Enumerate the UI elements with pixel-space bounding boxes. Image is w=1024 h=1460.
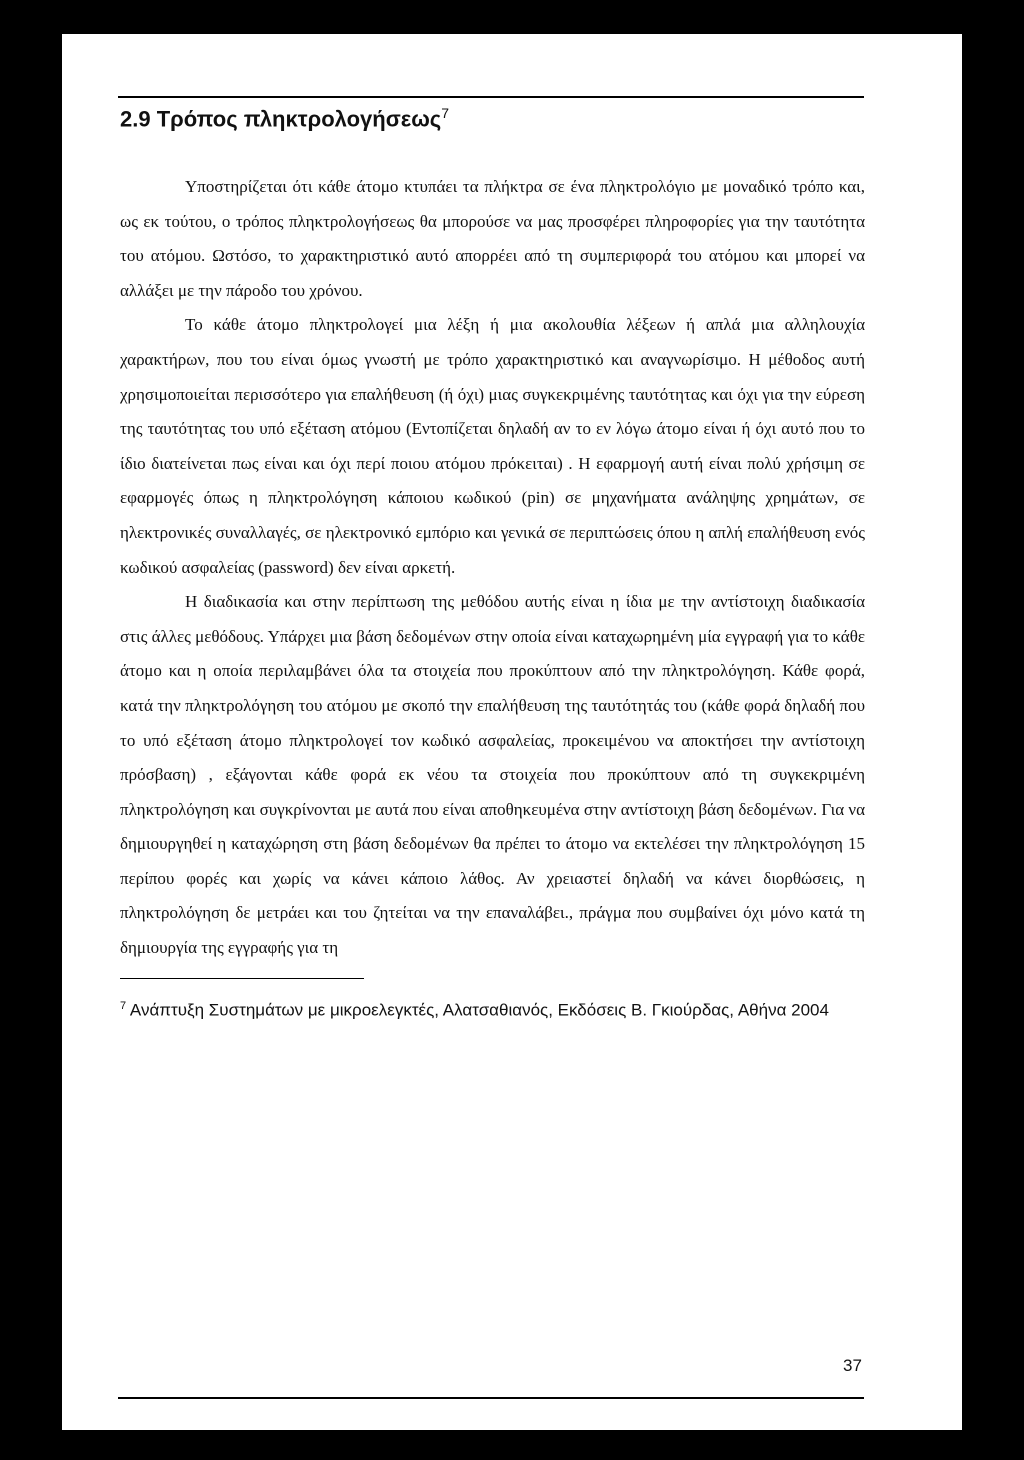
section-heading-text: 2.9 Τρόπος πληκτρολογήσεως [120,106,442,132]
footer-rule [118,1397,864,1399]
section-heading [120,106,449,130]
footnote [120,990,865,1027]
body-text [120,170,865,966]
paragraph-3: Η διαδικασία και στην περίπτωση της μεθόδου αυτής είναι η ίδια με την αντίστοιχη διαδικασία στις άλλες μεθόδους. Υπάρχει μια βάση δεδομένων στην οποία είναι καταχωρημένη μία εγγραφή για το κάθε άτομο και η οποία περιλαμβάνει όλα τα στοιχεία που προκύπτουν από την πληκτρολόγηση. Κάθε φορά, κατά την πληκτρολόγηση του ατόμου με σκοπό την επαλήθευση της ταυτότητάς του (κάθε φορά δηλαδή που το υπό εξέταση άτομο πληκτρολογεί τον κωδικό ασφαλείας, προκειμένου να αποκτήσει την αντίστοιχη πρόσβαση) , εξάγονται κάθε φορά εκ νέου τα στοιχεία που προκύπτουν από τη συγκεκριμένη πληκτρολόγηση και συγκρίνονται με αυτά που είναι αποθηκευμένα στην αντίστοιχη βάση δεδομένων. Για να δημιουργηθεί η καταχώρηση στη βάση δεδομένων θα πρέπει το άτομο να εκτελέσει την πληκτρολόγηση 15 περίπου φορές και χωρίς να κάνει κάποιο λάθος. Αν χρειαστεί δηλαδή να κάνει διορθώσεις, η πληκτρολόγηση δε μετράει και του ζητείται να την επαναλάβει., πράγμα που συμβαίνει όχι μόνο κατά τη δημιουργία της εγγραφής για τη [120,592,865,958]
footnote-reference-mark: 7 [441,105,450,121]
paragraph-1: Υποστηρίζεται ότι κάθε άτομο κτυπάει τα πλήκτρα σε ένα πληκτρολόγιο με μοναδικό τρόπο και, ως εκ τούτου, ο τρόπος πληκτρολογήσεως θα μπορούσε να μας προσφέρει πληροφορίες για την ταυτότητα του ατόμου. Ωστόσο, το χαρακτηριστικό αυτό απορρέει από τη συμπεριφορά του ατόμου και μπορεί να αλλάξει με την πάροδο του χρόνου. [120,177,865,300]
paragraph-2: Το κάθε άτομο πληκτρολογεί μια λέξη ή μια ακολουθία λέξεων ή απλά μια αλληλουχία χαρακτήρων, που του είναι όμως γνωστή με τρόπο χαρακτηριστικό και αναγνωρίσιμο. Η μέθοδος αυτή χρησιμοποιείται περισσότερο για επαλήθευση (ή όχι) μιας συγκεκριμένης ταυτότητας και όχι για την εύρεση της ταυτότητας του υπό εξέταση ατόμου (Εντοπίζεται δηλαδή αν το εν λόγω άτομο είναι ή όχι αυτό που το ίδιο διατείνεται πως είναι και όχι περί ποιου ατόμου πρόκειται) . Η εφαρμογή αυτή είναι πολύ χρήσιμη σε εφαρμογές όπως η πληκτρολόγηση κάποιου κωδικού (pin) σε μηχανήματα ανάληψης χρημάτων, σε ηλεκτρονικές συναλλαγές, σε ηλεκτρονικό εμπόριο και γενικά σε περιπτώσεις όπου η απλή επαλήθευση ενός κωδικού ασφαλείας (password) δεν είναι αρκετή. [120,315,865,577]
footnote-text: Ανάπτυξη Συστημάτων με μικροελεγκτές, Αλατσαθιανός, Εκδόσεις Β. Γκιούρδας, Αθήνα 2004 [126,1000,829,1020]
footnote-separator [120,978,364,979]
footnote-marker: 7 [120,1000,127,1012]
page-number: 37 [843,1356,862,1375]
header-rule [118,96,864,98]
